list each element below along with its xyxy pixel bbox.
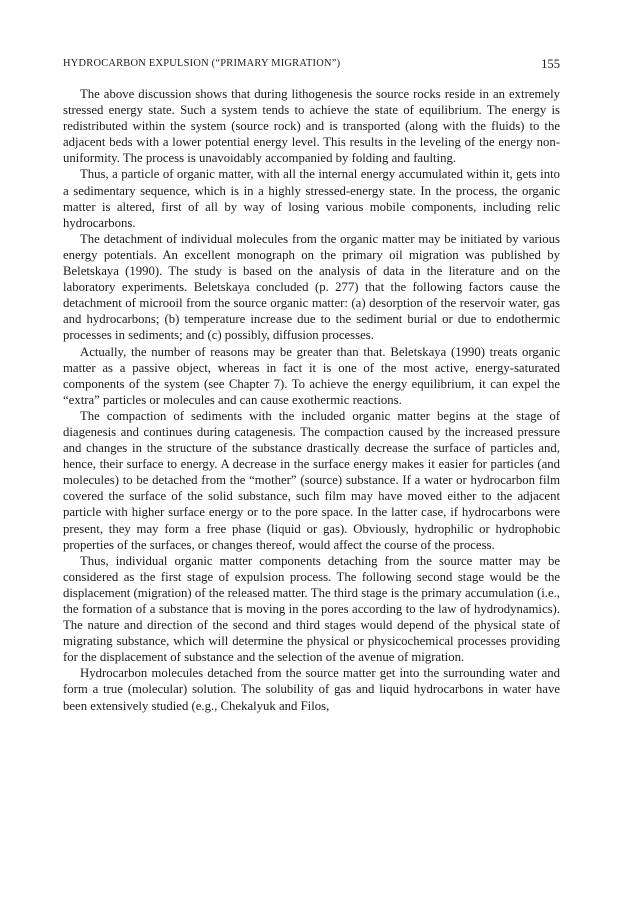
- paragraph: Actually, the number of reasons may be greater than that. Beletskaya (1990) treats organic matter as a passive object, whereas in fact it is one of the most active, energy-saturated components of the system (see Chapter 7). To achieve the energy equilibrium, it can expel the “extra” particles or molecules and can cause exothermic reactions.: [63, 344, 560, 407]
- running-title: HYDROCARBON EXPULSION (“PRIMARY MIGRATION”): [63, 58, 341, 69]
- paragraph: Hydrocarbon molecules detached from the source matter get into the surrounding water and form a true (molecular) solution. The solubility of gas and liquid hydrocarbons in water have been extensively studied (e.g., Chekalyuk and Filos,: [63, 666, 560, 713]
- paragraph: Thus, individual organic matter components detaching from the source matter may be considered as the first stage of expulsion process. The following second stage would be the displacement (migration) of the released matter. The third stage is the primary accumulation (i.e., the formation of a substance that is moving in the pores according to the law of hydrodynamics). The nature and direction of the second and third stages would depend of the physical state of migrating substance, which will determine the physical or physicochemical processes providing for the displacement of substance and the selection of the avenue of migration.: [63, 553, 560, 665]
- page-number: 155: [541, 57, 560, 71]
- paragraph: Thus, a particle of organic matter, with all the internal energy accumulated within it, gets into a sedimentary sequence, which is in a highly stressed-energy state. In the process, the organic matter is altered, first of all by way of losing various mobile components, including relic hydrocarbons.: [63, 167, 560, 230]
- running-header: [63, 56, 560, 72]
- body-text: [63, 86, 560, 714]
- paragraph: The detachment of individual molecules from the organic matter may be initiated by various energy potentials. An excellent monograph on the primary oil migration was published by Beletskaya (1990). The study is based on the analysis of data in the literature and on the laboratory experiments. Beletskaya concluded (p. 277) that the following factors cause the detachment of microoil from the source organic matter: (a) desorption of the reservoir water, gas and hydrocarbons; (b) temperature increase due to the sediment burial or due to endothermic processes in sediments; and (c) possibly, diffusion processes.: [63, 231, 560, 343]
- paragraph: The compaction of sediments with the included organic matter begins at the stage of diagenesis and continues during catagenesis. The compaction caused by the increased pressure and changes in the structure of the substance drastically decrease the surface of particles and, hence, their surface to energy. A decrease in the surface energy makes it easier for particles (and molecules) to be detached from the “mother” (source) substance. If a water or hydrocarbon film covered the surface of the solid substance, such film may have moved either to the adjacent particle with higher surface energy or to the pore space. In the latter case, if hydrocarbons were present, they may form a free phase (liquid or gas). Obviously, hydrophilic or hydrophobic properties of the surfaces, or changes thereof, would affect the course of the process.: [63, 408, 560, 552]
- paragraph: The above discussion shows that during lithogenesis the source rocks reside in an extremely stressed energy state. Such a system tends to achieve the state of equilibrium. The energy is redistributed within the system (source rock) and is transported (along with the fluids) to the adjacent beds with a lower potential energy level. This results in the leveling of the energy non-uniformity. The process is unavoidably accompanied by folding and faulting.: [63, 87, 560, 166]
